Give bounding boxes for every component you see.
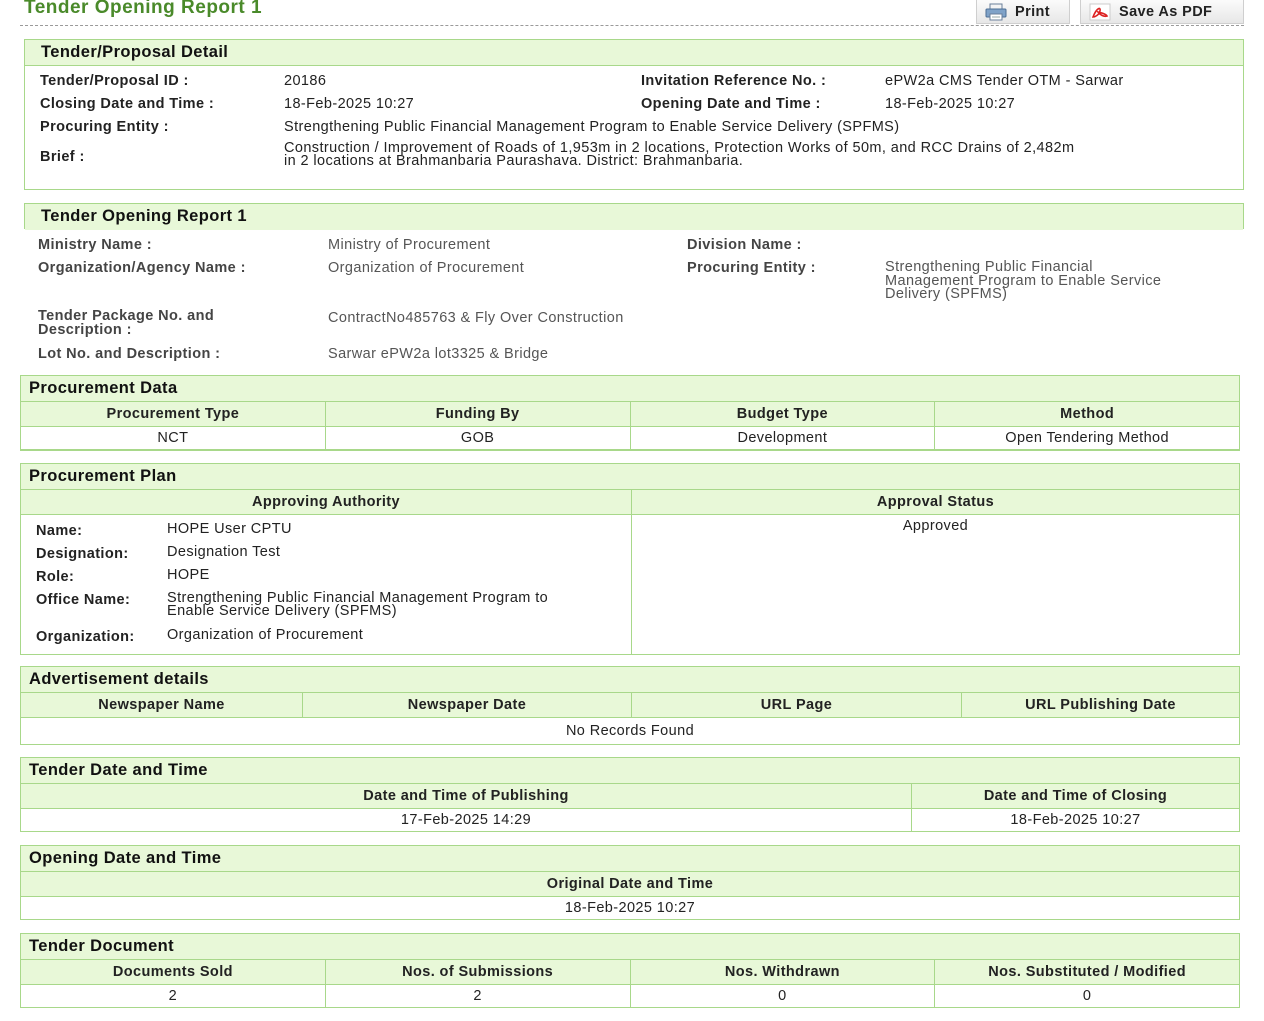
- table-cell: GOB: [325, 427, 630, 450]
- table-header: Date and Time of Closing: [912, 784, 1240, 809]
- table-cell: 2: [325, 985, 630, 1008]
- table-header: Nos. of Submissions: [325, 960, 630, 985]
- plan-name-label: Name:: [36, 523, 83, 539]
- table-cell: Development: [630, 427, 935, 450]
- plan-organization-row: [36, 629, 622, 645]
- plan-designation-value: Designation Test: [167, 544, 281, 560]
- print-button[interactable]: [976, 0, 1070, 24]
- table-header: Documents Sold: [21, 960, 326, 985]
- closing-value: 18-Feb-2025 10:27: [284, 96, 415, 112]
- invitation-label: Invitation Reference No. :: [641, 73, 827, 89]
- table-header: Date and Time of Publishing: [21, 784, 912, 809]
- organization-value: Organization of Procurement: [328, 260, 525, 276]
- package-label: [38, 310, 214, 337]
- table-header: URL Page: [632, 693, 962, 718]
- plan-name-value: HOPE User CPTU: [167, 521, 292, 537]
- table-cell: 17-Feb-2025 14:29: [21, 809, 912, 832]
- division-label: Division Name :: [687, 237, 802, 253]
- plan-designation-row: [36, 546, 622, 562]
- procurement-data-table: [20, 401, 1240, 450]
- report-procuring-label: Procuring Entity :: [687, 260, 816, 276]
- opening-value: 18-Feb-2025 10:27: [885, 96, 1016, 112]
- table-row: [21, 897, 1240, 920]
- approval-status-value: Approved: [902, 518, 969, 534]
- table-cell: NCT: [21, 427, 326, 450]
- plan-office-value: [167, 592, 622, 618]
- table-header: Nos. Withdrawn: [630, 960, 935, 985]
- table-row: [21, 718, 1240, 745]
- procurement-plan-heading: Procurement Plan: [21, 464, 1239, 490]
- table-cell: Open Tendering Method: [935, 427, 1240, 450]
- tender-id-value: 20186: [284, 73, 327, 89]
- table-header: Method: [935, 402, 1240, 427]
- brief-value: [284, 142, 1074, 168]
- lot-value: Sarwar ePW2a lot3325 & Bridge: [328, 346, 549, 362]
- invitation-value: ePW2a CMS Tender OTM - Sarwar: [885, 73, 1124, 89]
- table-header: URL Publishing Date: [962, 693, 1240, 718]
- plan-office-row: [36, 592, 622, 618]
- print-label: Print: [1015, 3, 1051, 20]
- plan-role-value: HOPE: [167, 567, 210, 583]
- plan-organization-label: Organization:: [36, 629, 135, 645]
- procuring-line: Management Program to Enable Service: [885, 272, 1162, 289]
- tender-id-label: Tender/Proposal ID :: [40, 73, 189, 89]
- tender-document-heading: Tender Document: [21, 934, 1239, 960]
- table-cell: 0: [935, 985, 1240, 1008]
- table-header: Original Date and Time: [21, 872, 1240, 897]
- tender-detail-heading: Tender/Proposal Detail: [25, 40, 1243, 66]
- plan-designation-label: Designation:: [36, 546, 129, 562]
- table-header: Approval Status: [632, 490, 1240, 515]
- package-label-line: Tender Package No. and: [38, 308, 215, 324]
- table-header: Procurement Type: [21, 402, 326, 427]
- advertisement-heading: Advertisement details: [21, 667, 1239, 693]
- title-divider: [20, 25, 1244, 26]
- closing-label: Closing Date and Time :: [40, 96, 215, 112]
- ministry-label: Ministry Name :: [38, 237, 152, 253]
- procuring-line: Delivery (SPFMS): [885, 286, 1008, 302]
- plan-organization-value: Organization of Procurement: [167, 627, 364, 643]
- organization-label: Organization/Agency Name :: [38, 260, 246, 276]
- lot-label: Lot No. and Description :: [38, 346, 221, 362]
- opening-report-heading: Tender Opening Report 1: [25, 204, 1243, 230]
- brief-line: in 2 locations at Brahmanbaria Paurashava. District: Brahmanbaria.: [284, 153, 744, 169]
- opening-report-section: [24, 203, 1244, 229]
- advertisement-table: [20, 692, 1240, 745]
- tender-document-table: [20, 959, 1240, 1008]
- table-cell: 0: [630, 985, 935, 1008]
- pdf-icon: [1089, 3, 1111, 21]
- tender-date-table: [20, 783, 1240, 832]
- table-header: Newspaper Name: [21, 693, 303, 718]
- table-row: [21, 985, 1240, 1008]
- report-procuring-value: [885, 261, 1161, 302]
- opening-label: Opening Date and Time :: [641, 96, 821, 112]
- package-value: ContractNo485763 & Fly Over Construction: [328, 310, 624, 326]
- procuring-line: Strengthening Public Financial: [885, 259, 1093, 275]
- no-records-message: No Records Found: [21, 718, 1240, 745]
- table-header: Nos. Substituted / Modified: [935, 960, 1240, 985]
- approval-status-cell: [632, 515, 1240, 655]
- table-cell: 2: [21, 985, 326, 1008]
- procuring-entity-value: Strengthening Public Financial Management Program to Enable Service Delivery (SPFMS): [284, 119, 900, 135]
- table-header: Budget Type: [630, 402, 935, 427]
- opening-date-table: [20, 871, 1240, 920]
- plan-role-row: [36, 569, 622, 585]
- plan-office-label: Office Name:: [36, 592, 131, 608]
- table-row: [21, 427, 1240, 450]
- save-pdf-button[interactable]: [1080, 0, 1244, 24]
- opening-date-heading: Opening Date and Time: [21, 846, 1239, 872]
- printer-icon: [985, 3, 1007, 21]
- table-header: Newspaper Date: [303, 693, 632, 718]
- procuring-entity-label: Procuring Entity :: [40, 119, 169, 135]
- page-title: Tender Opening Report 1: [24, 0, 263, 18]
- brief-label: Brief :: [40, 149, 85, 165]
- office-line: Enable Service Delivery (SPFMS): [167, 603, 397, 619]
- plan-name-row: [36, 523, 622, 539]
- plan-role-label: Role:: [36, 569, 75, 585]
- table-cell: 18-Feb-2025 10:27: [21, 897, 1240, 920]
- table-header: Funding By: [325, 402, 630, 427]
- tender-date-heading: Tender Date and Time: [21, 758, 1239, 784]
- office-line: Strengthening Public Financial Management Program to: [167, 590, 549, 606]
- table-header: Approving Authority: [21, 490, 632, 515]
- package-label-line: Description :: [38, 321, 132, 338]
- table-cell: 18-Feb-2025 10:27: [912, 809, 1240, 832]
- brief-line: Construction / Improvement of Roads of 1,953m in 2 locations, Protection Works of 50m, and RCC Drains of 2,482m: [284, 140, 1075, 156]
- save-pdf-label: Save As PDF: [1119, 3, 1213, 20]
- table-row: [21, 809, 1240, 832]
- ministry-value: Ministry of Procurement: [328, 237, 491, 253]
- procurement-data-heading: Procurement Data: [21, 376, 1239, 402]
